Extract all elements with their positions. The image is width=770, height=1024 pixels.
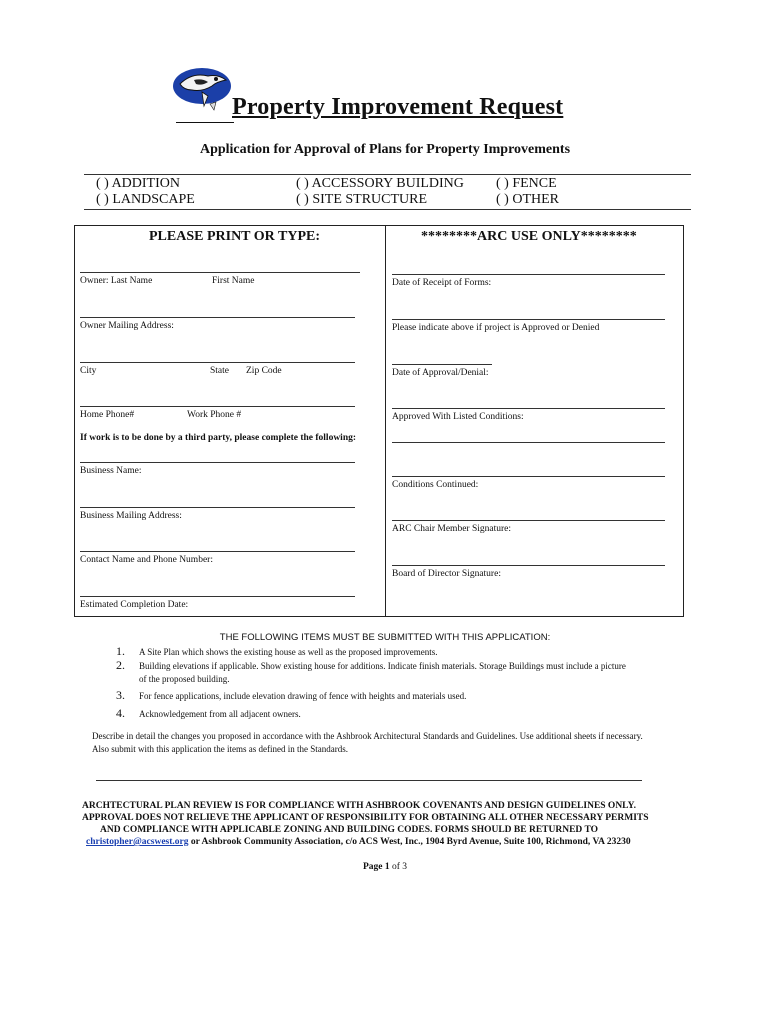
item-text-continued: of the proposed building. (139, 674, 230, 684)
conditions-line-3[interactable] (392, 476, 665, 477)
checkbox-mark: ( ) (96, 176, 109, 191)
contact-field[interactable] (80, 551, 355, 552)
city-state-zip-field[interactable] (80, 362, 355, 363)
zip-code-label: Zip Code (246, 366, 282, 376)
print-heading: PLEASE PRINT OR TYPE: (149, 229, 321, 244)
checkbox-mark: ( ) (96, 192, 109, 207)
bird-logo-icon (172, 66, 234, 112)
conditions-field[interactable] (392, 408, 665, 409)
item-text: Building elevations if applicable. Show existing house for additions. Indicate finish materials. Storage Buildings must include a picture (139, 661, 626, 671)
title-lead-rule (176, 122, 234, 123)
arc-signature-field[interactable] (392, 520, 665, 521)
receipt-date-field[interactable] (392, 274, 665, 275)
footer-line-2: APPROVAL DOES NOT RELIEVE THE APPLICANT OF RESPONSIBILITY FOR OBTAINING ALL OTHER NECESSARY PERMITS (82, 813, 649, 823)
item-text: Acknowledgement from all adjacent owners. (139, 709, 301, 719)
board-signature-label: Board of Director Signature: (392, 569, 501, 579)
checkbox-label: FENCE (512, 176, 557, 191)
home-phone-label: Home Phone# (80, 410, 135, 420)
item-text: For fence applications, include elevation drawing of fence with heights and materials used. (139, 691, 467, 701)
checkbox-bottom-rule (84, 209, 691, 210)
page-title: Property Improvement Request (232, 94, 564, 120)
checkbox-accessory-building[interactable] (296, 176, 464, 192)
approved-conditions-label: Approved With Listed Conditions: (392, 412, 524, 422)
page-total: of 3 (391, 862, 408, 872)
description-field[interactable] (96, 780, 642, 781)
owner-last-name-label: Owner: Last Name (80, 276, 153, 286)
describe-text-2: Also submit with this application the items as defined in the Standards. (92, 744, 348, 754)
arc-signature-label: ARC Chair Member Signature: (392, 524, 511, 534)
footer-line-1: ARCHTECTURAL PLAN REVIEW IS FOR COMPLIANCE WITH ASHBROOK COVENANTS AND DESIGN GUIDELINES ONLY. (82, 801, 637, 811)
checkbox-label: ADDITION (111, 176, 180, 191)
phone-field[interactable] (80, 406, 355, 407)
business-mailing-field[interactable] (80, 507, 355, 508)
approval-status-label: Please indicate above if project is Approved or Denied (392, 323, 600, 333)
conditions-continued-label: Conditions Continued: (392, 480, 479, 490)
page-current: 1 (384, 862, 390, 872)
item-text: A Site Plan which shows the existing house as well as the proposed improvements. (139, 647, 438, 657)
page-word: Page (362, 862, 383, 872)
checkbox-other[interactable] (496, 192, 559, 208)
completion-date-field[interactable] (80, 596, 355, 597)
checkbox-addition[interactable] (96, 176, 180, 192)
mailing-address-label: Owner Mailing Address: (80, 321, 174, 331)
business-mailing-label: Business Mailing Address: (80, 511, 182, 521)
approval-date-label: Date of Approval/Denial: (392, 368, 489, 378)
owner-name-field[interactable] (80, 272, 360, 273)
items-heading: THE FOLLOWING ITEMS MUST BE SUBMITTED WITH THIS APPLICATION: (219, 632, 551, 643)
checkbox-mark: ( ) (296, 192, 309, 207)
approval-status-field[interactable] (392, 319, 665, 320)
work-phone-label: Work Phone # (187, 410, 242, 420)
checkbox-mark: ( ) (296, 176, 309, 191)
arc-use-heading: ********ARC USE ONLY******** (421, 229, 637, 244)
checkbox-label: SITE STRUCTURE (312, 192, 428, 207)
footer-line-4 (86, 837, 631, 847)
checkbox-mark: ( ) (496, 176, 509, 191)
checkbox-fence[interactable] (496, 176, 557, 192)
third-party-note: If work is to be done by a third party, please complete the following: (80, 433, 357, 443)
completion-date-label: Estimated Completion Date: (80, 600, 189, 610)
receipt-date-label: Date of Receipt of Forms: (392, 278, 492, 288)
item-number: 1. (116, 644, 125, 658)
form-divider (385, 225, 386, 617)
page-subtitle: Application for Approval of Plans for Property Improvements (199, 142, 571, 157)
first-name-label: First Name (212, 276, 255, 286)
checkbox-mark: ( ) (496, 192, 509, 207)
checkbox-label: OTHER (512, 192, 559, 207)
city-label: City (80, 366, 97, 376)
conditions-line-2[interactable] (392, 442, 665, 443)
checkbox-site-structure[interactable] (296, 192, 427, 208)
footer-line-3: AND COMPLIANCE WITH APPLICABLE ZONING AND BUILDING CODES. FORMS SHOULD BE RETURNED TO (100, 825, 599, 835)
item-number: 3. (116, 688, 125, 702)
board-signature-field[interactable] (392, 565, 665, 566)
email-link[interactable]: christopher@acswest.org (86, 837, 189, 847)
page-number (0, 862, 770, 872)
business-name-label: Business Name: (80, 466, 142, 476)
approval-date-field[interactable] (392, 364, 492, 365)
footer-address: or Ashbrook Community Association, c/o ACS West, Inc., 1904 Byrd Avenue, Suite 100, Richmond, VA 23230 (188, 837, 631, 847)
item-number: 2. (116, 658, 125, 672)
item-number: 4. (116, 706, 125, 720)
contact-label: Contact Name and Phone Number: (80, 555, 213, 565)
state-label: State (210, 366, 229, 376)
checkbox-label: ACCESSORY BUILDING (311, 176, 464, 191)
business-name-field[interactable] (80, 462, 355, 463)
mailing-address-field[interactable] (80, 317, 355, 318)
checkbox-landscape[interactable] (96, 192, 195, 208)
checkbox-top-rule (84, 174, 691, 175)
describe-text: Describe in detail the changes you proposed in accordance with the Ashbrook Architectural Standards and Guidelines. Use additional sheets if necessary. (92, 731, 643, 741)
checkbox-label: LANDSCAPE (112, 192, 195, 207)
